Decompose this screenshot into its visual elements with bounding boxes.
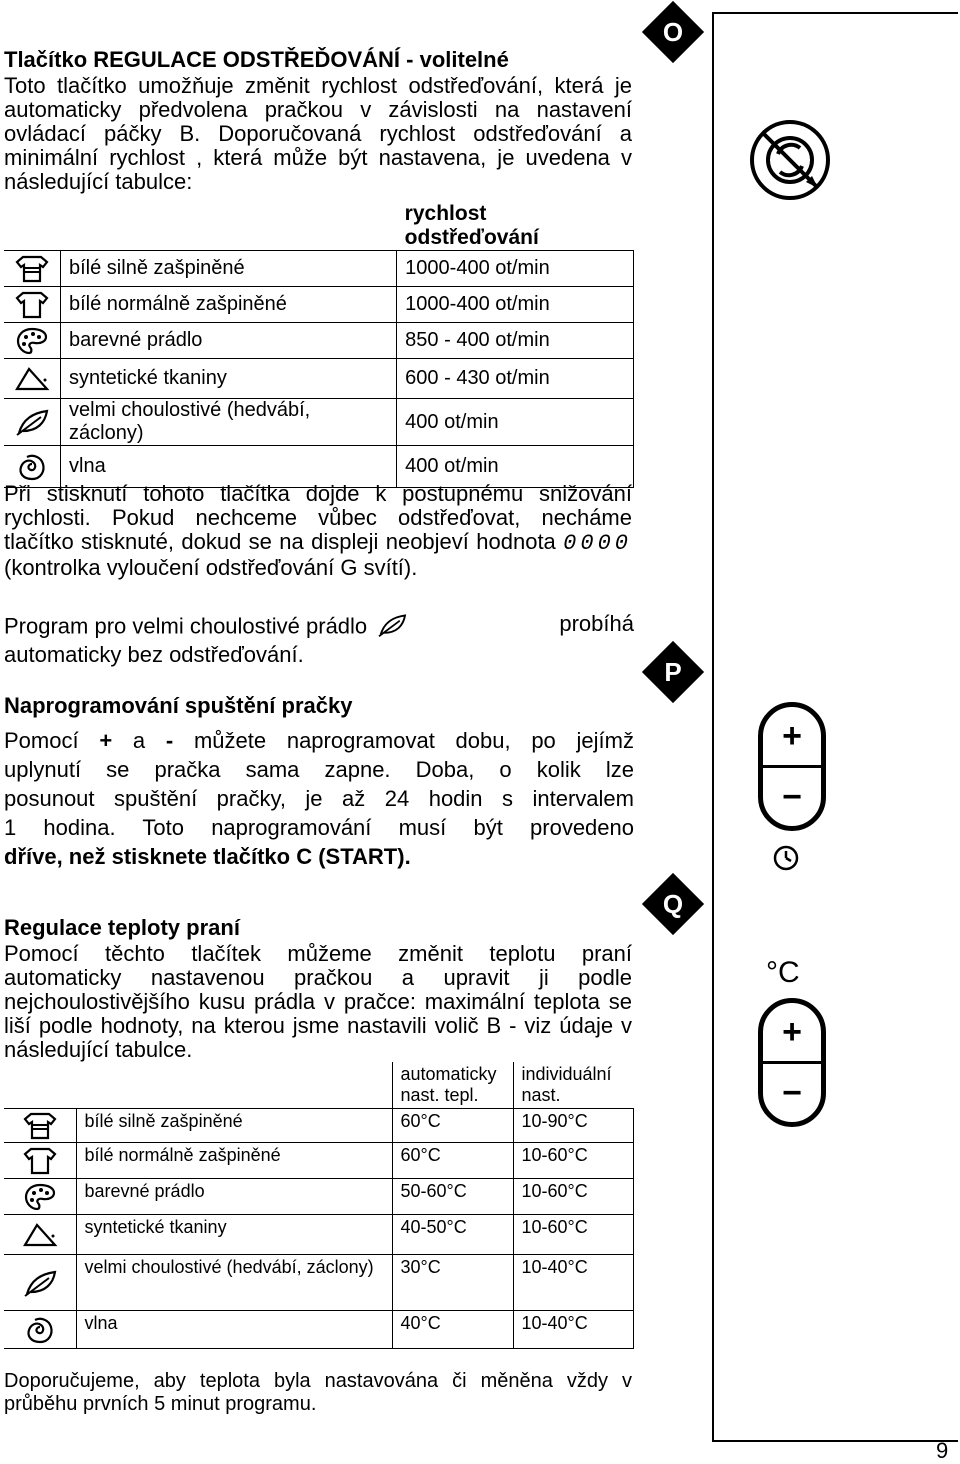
colored-laundry-icon (4, 323, 61, 359)
spin-row-label: vlna (61, 446, 397, 488)
temp-row-auto: 40°C (392, 1311, 513, 1349)
marker-o-label: O (662, 17, 684, 47)
section-p-line1-c: můžete naprogramovat dobu, po jejímž (193, 728, 634, 753)
temp-row-indiv: 10-90°C (513, 1109, 634, 1143)
spin-row-label: barevné prádlo (61, 323, 397, 359)
temp-row-label: barevné prádlo (76, 1179, 392, 1215)
temperature-table (4, 1062, 634, 1349)
spin-row-value: 400 ot/min (397, 446, 634, 488)
temp-row-indiv: 10-40°C (513, 1255, 634, 1311)
spin-row-value: 400 ot/min (397, 399, 634, 446)
section-o-para3-b: probíhá (559, 611, 634, 636)
spin-speed-table (4, 202, 634, 488)
section-p-line2: uplynutí se pračka sama zapne. Doba, o kolik lze (4, 757, 634, 782)
delay-plus-button[interactable]: + (782, 717, 802, 755)
temp-col-auto: automaticky nast. tepl. (392, 1062, 513, 1109)
section-q-title: Regulace teploty praní (4, 915, 240, 940)
section-p-line5: dříve, než stisknete tlačítko C (START). (4, 844, 411, 869)
section-o-para2-text: Při stisknutí tohoto tlačítka dojde k postupnému snižování rychlosti. Pokud nechceme vůbec odstřeďovat, necháme tlačítko stisknuté, dokud se na displeji neobjeví hodnota (4, 481, 632, 554)
spin-row-label: syntetické tkaniny (61, 359, 397, 399)
spin-row-value: 600 - 430 ot/min (397, 359, 634, 399)
temp-row (4, 1215, 634, 1255)
spin-row-label: bílé silně zašpiněné (61, 251, 397, 287)
temp-row-auto: 30°C (392, 1255, 513, 1311)
section-p-line4: 1 hodina. Toto naprogramování musí být provedeno (4, 815, 634, 840)
marker-p-label: P (664, 657, 682, 687)
delicate-inline-icon (373, 612, 433, 643)
spin-row (4, 287, 634, 323)
temp-row (4, 1143, 634, 1179)
colored-laundry-icon (4, 1179, 76, 1215)
section-p-body (4, 726, 634, 871)
plus-symbol: + (99, 728, 113, 753)
temp-row (4, 1311, 634, 1349)
white-laundry-icon (4, 287, 61, 323)
spin-row (4, 251, 634, 287)
spin-row (4, 323, 634, 359)
temp-minus-button[interactable]: − (763, 1061, 821, 1122)
spin-row-value: 850 - 400 ot/min (397, 323, 634, 359)
delay-minus-button[interactable]: − (763, 765, 821, 826)
wool-icon (4, 1311, 76, 1349)
delay-start-control (758, 702, 826, 831)
temp-row-label: syntetické tkaniny (76, 1215, 392, 1255)
white-laundry-icon (4, 1143, 76, 1179)
section-o-para3-c: automaticky bez odstřeďování. (4, 642, 304, 667)
temp-row-indiv: 10-60°C (513, 1179, 634, 1215)
delicate-icon (4, 1255, 76, 1311)
section-o-intro: Toto tlačítko umožňuje změnit rychlost odstřeďování, která je automaticky předvolena pračkou v závislosti na nastavení ovládací páčky B. Doporučovaná rychlost odstřeďování a minimální rychlost , která může být nastavena, je uvedena v následující tabulce: (4, 73, 632, 194)
marker-q-label: Q (662, 889, 684, 919)
temp-row-label: bílé silně zašpiněné (76, 1109, 392, 1143)
temp-row-auto: 40-50°C (392, 1215, 513, 1255)
temperature-control (758, 998, 826, 1127)
temp-row-indiv: 10-60°C (513, 1143, 634, 1179)
minus-symbol: - (165, 728, 174, 753)
temp-row-label: bílé normálně zašpiněné (76, 1143, 392, 1179)
temp-row-auto: 60°C (392, 1143, 513, 1179)
temp-plus-button[interactable]: + (782, 1013, 802, 1051)
display-value: 0000 (563, 531, 632, 556)
section-o-para2 (4, 482, 632, 580)
spin-row-label: velmi choulostivé (hedvábí, záclony) (61, 399, 397, 446)
temp-col-indiv: individuální nast. (513, 1062, 634, 1109)
spin-row-label: bílé normálně zašpiněné (61, 287, 397, 323)
section-o-para3-a: Program pro velmi choulostivé prádlo (4, 613, 368, 639)
section-o-para2-end: (kontrolka vyloučení odstřeďování G svítí). (4, 555, 418, 580)
temp-row-indiv: 10-60°C (513, 1215, 634, 1255)
temperature-unit-label: °C (766, 956, 800, 989)
page-number: 9 (936, 1438, 949, 1463)
section-q-note: Doporučujeme, aby teplota byla nastavována či měněna vždy v průběhu prvních 5 minut programu. (4, 1370, 632, 1415)
section-p-line3: posunout spuštění pračky, je až 24 hodin s intervalem (4, 786, 634, 811)
section-q-intro: Pomocí těchto tlačítek můžeme změnit teplotu praní automaticky nastavenou pračkou a upravit ji podle nejchoulostivějšího kusu prádla v pračce: maximální teplota se liší podle hodnoty, na kterou jsme nastavili volič B - viz údaje v následující tabulce. (4, 941, 632, 1062)
temp-row (4, 1255, 634, 1311)
section-p-title: Naprogramování spuštění pračky (4, 693, 353, 718)
section-p-line1-a: Pomocí (4, 728, 79, 753)
clock-icon (772, 844, 800, 877)
temp-row-auto: 50-60°C (392, 1179, 513, 1215)
spin-row (4, 399, 634, 446)
section-p-line1-b: a (132, 728, 146, 753)
synthetic-icon (4, 359, 61, 399)
temp-row (4, 1109, 634, 1143)
synthetic-icon (4, 1215, 76, 1255)
spin-row-value: 1000-400 ot/min (397, 251, 634, 287)
temp-row-auto: 60°C (392, 1109, 513, 1143)
section-o-title: Tlačítko REGULACE ODSTŘEĎOVÁNÍ - volitelné (4, 47, 509, 72)
side-panel (712, 12, 958, 1442)
spin-row (4, 359, 634, 399)
temp-row-label: velmi choulostivé (hedvábí, záclony) (76, 1255, 392, 1311)
heavy-white-laundry-icon (4, 251, 61, 287)
heavy-white-laundry-icon (4, 1109, 76, 1143)
section-o-para3 (4, 612, 634, 667)
temp-row-label: vlna (76, 1311, 392, 1349)
spin-row-value: 1000-400 ot/min (397, 287, 634, 323)
spin-regulation-icon[interactable] (748, 118, 832, 207)
temp-row-indiv: 10-40°C (513, 1311, 634, 1349)
delicate-icon (4, 399, 61, 446)
temp-row (4, 1179, 634, 1215)
spin-table-header: rychlost odstřeďování (404, 202, 539, 249)
